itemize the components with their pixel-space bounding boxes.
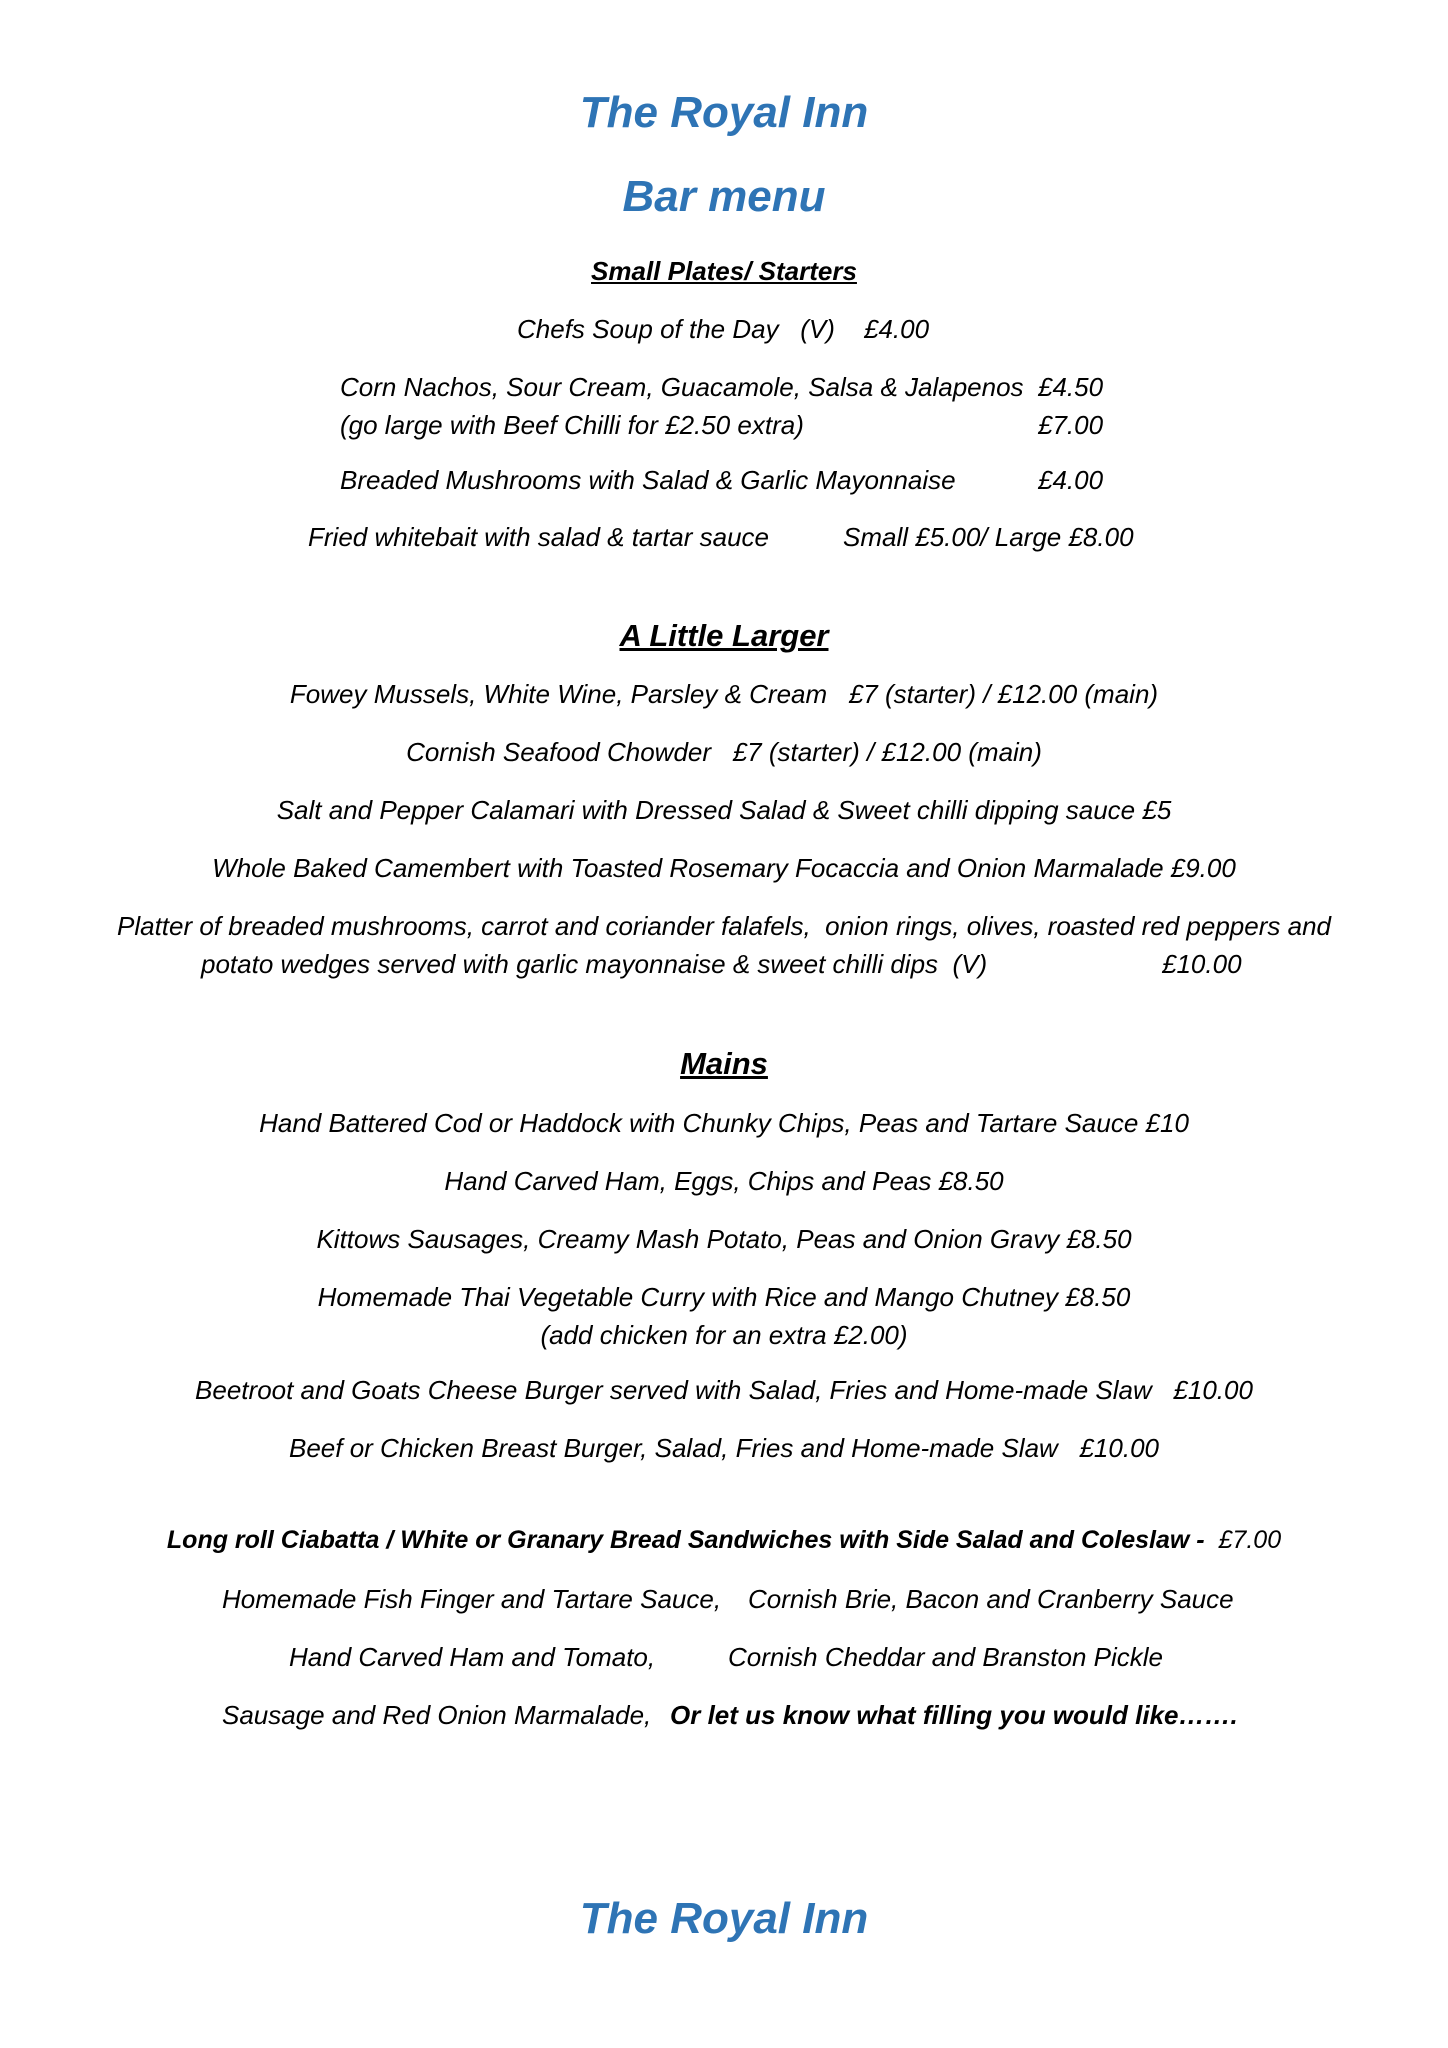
larger-item-camembert: Whole Baked Camembert with Toasted Rosemary Focaccia and Onion Marmalade £9.00 xyxy=(212,853,1236,883)
sandwich-custom-note: Or let us know what filling you would like……. xyxy=(670,1700,1238,1730)
sandwiches-price: £7.00 xyxy=(1218,1526,1282,1554)
whitebait-name: Fried whitebait with salad & tartar sauce xyxy=(308,522,769,552)
restaurant-name: The Royal Inn xyxy=(579,88,869,137)
mains-item-sausages: Kittows Sausages, Creamy Mash Potato, Peas and Onion Gravy £8.50 xyxy=(316,1224,1132,1254)
soup-price: £4.00 xyxy=(864,314,930,344)
sandwich-sausage: Sausage and Red Onion Marmalade, xyxy=(222,1700,652,1730)
sandwich-ham: Hand Carved Ham and Tomato, xyxy=(289,1642,656,1672)
mains-item-ham: Hand Carved Ham, Eggs, Chips and Peas £8.50 xyxy=(444,1166,1004,1196)
mushrooms-name: Breaded Mushrooms with Salad & Garlic Mayonnaise xyxy=(340,465,956,495)
platter-price: £10.00 xyxy=(1162,949,1242,979)
larger-platter-line1: Platter of breaded mushrooms, carrot and coriander falafels, onion rings, olives, roasted red peppers and xyxy=(116,911,1331,941)
larger-item-chowder: Cornish Seafood Chowder £7 (starter) / £12.00 (main) xyxy=(406,737,1042,767)
nachos-price: £4.50 xyxy=(1038,372,1104,402)
mains-item-goats-burger: Beetroot and Goats Cheese Burger served with Salad, Fries and Home-made Slaw £10.00 xyxy=(195,1375,1253,1405)
sandwich-brie: Cornish Brie, Bacon and Cranberry Sauce xyxy=(748,1584,1234,1614)
larger-heading: A Little Larger xyxy=(619,618,829,653)
sandwich-cheddar: Cornish Cheddar and Branston Pickle xyxy=(728,1642,1164,1672)
mushrooms-price: £4.00 xyxy=(1038,465,1104,495)
mains-curry-note: (add chicken for an extra £2.00) xyxy=(540,1320,908,1350)
nachos-large-note: (go large with Beef Chilli for £2.50 extra) xyxy=(340,410,804,440)
sandwich-fish-finger: Homemade Fish Finger and Tartare Sauce, xyxy=(222,1584,722,1614)
sandwiches-heading xyxy=(0,1526,1448,1555)
menu-title: Bar menu xyxy=(622,172,826,221)
whitebait-price: Small £5.00/ Large £8.00 xyxy=(843,522,1134,552)
mains-item-curry: Homemade Thai Vegetable Curry with Rice and Mango Chutney £8.50 xyxy=(317,1282,1131,1312)
mains-item-beef-burger: Beef or Chicken Breast Burger, Salad, Fries and Home-made Slaw £10.00 xyxy=(289,1433,1159,1463)
starters-heading: Small Plates/ Starters xyxy=(591,256,857,286)
mains-item-cod: Hand Battered Cod or Haddock with Chunky Chips, Peas and Tartare Sauce £10 xyxy=(259,1108,1189,1138)
soup-name: Chefs Soup of the Day (V) xyxy=(517,314,835,344)
mains-heading: Mains xyxy=(680,1046,768,1081)
larger-item-mussels: Fowey Mussels, White Wine, Parsley & Cream £7 (starter) / £12.00 (main) xyxy=(289,679,1159,709)
larger-platter-line2: potato wedges served with garlic mayonnaise & sweet chilli dips (V) xyxy=(201,949,988,979)
footer-restaurant-name: The Royal Inn xyxy=(579,1894,869,1943)
larger-item-calamari: Salt and Pepper Calamari with Dressed Salad & Sweet chilli dipping sauce £5 xyxy=(276,795,1172,825)
nachos-large-price: £7.00 xyxy=(1038,410,1104,440)
nachos-name: Corn Nachos, Sour Cream, Guacamole, Salsa & Jalapenos xyxy=(340,372,1024,402)
sandwiches-heading-text: Long roll Ciabatta / White or Granary Bread Sandwiches with Side Salad and Coleslaw - xyxy=(166,1526,1205,1554)
